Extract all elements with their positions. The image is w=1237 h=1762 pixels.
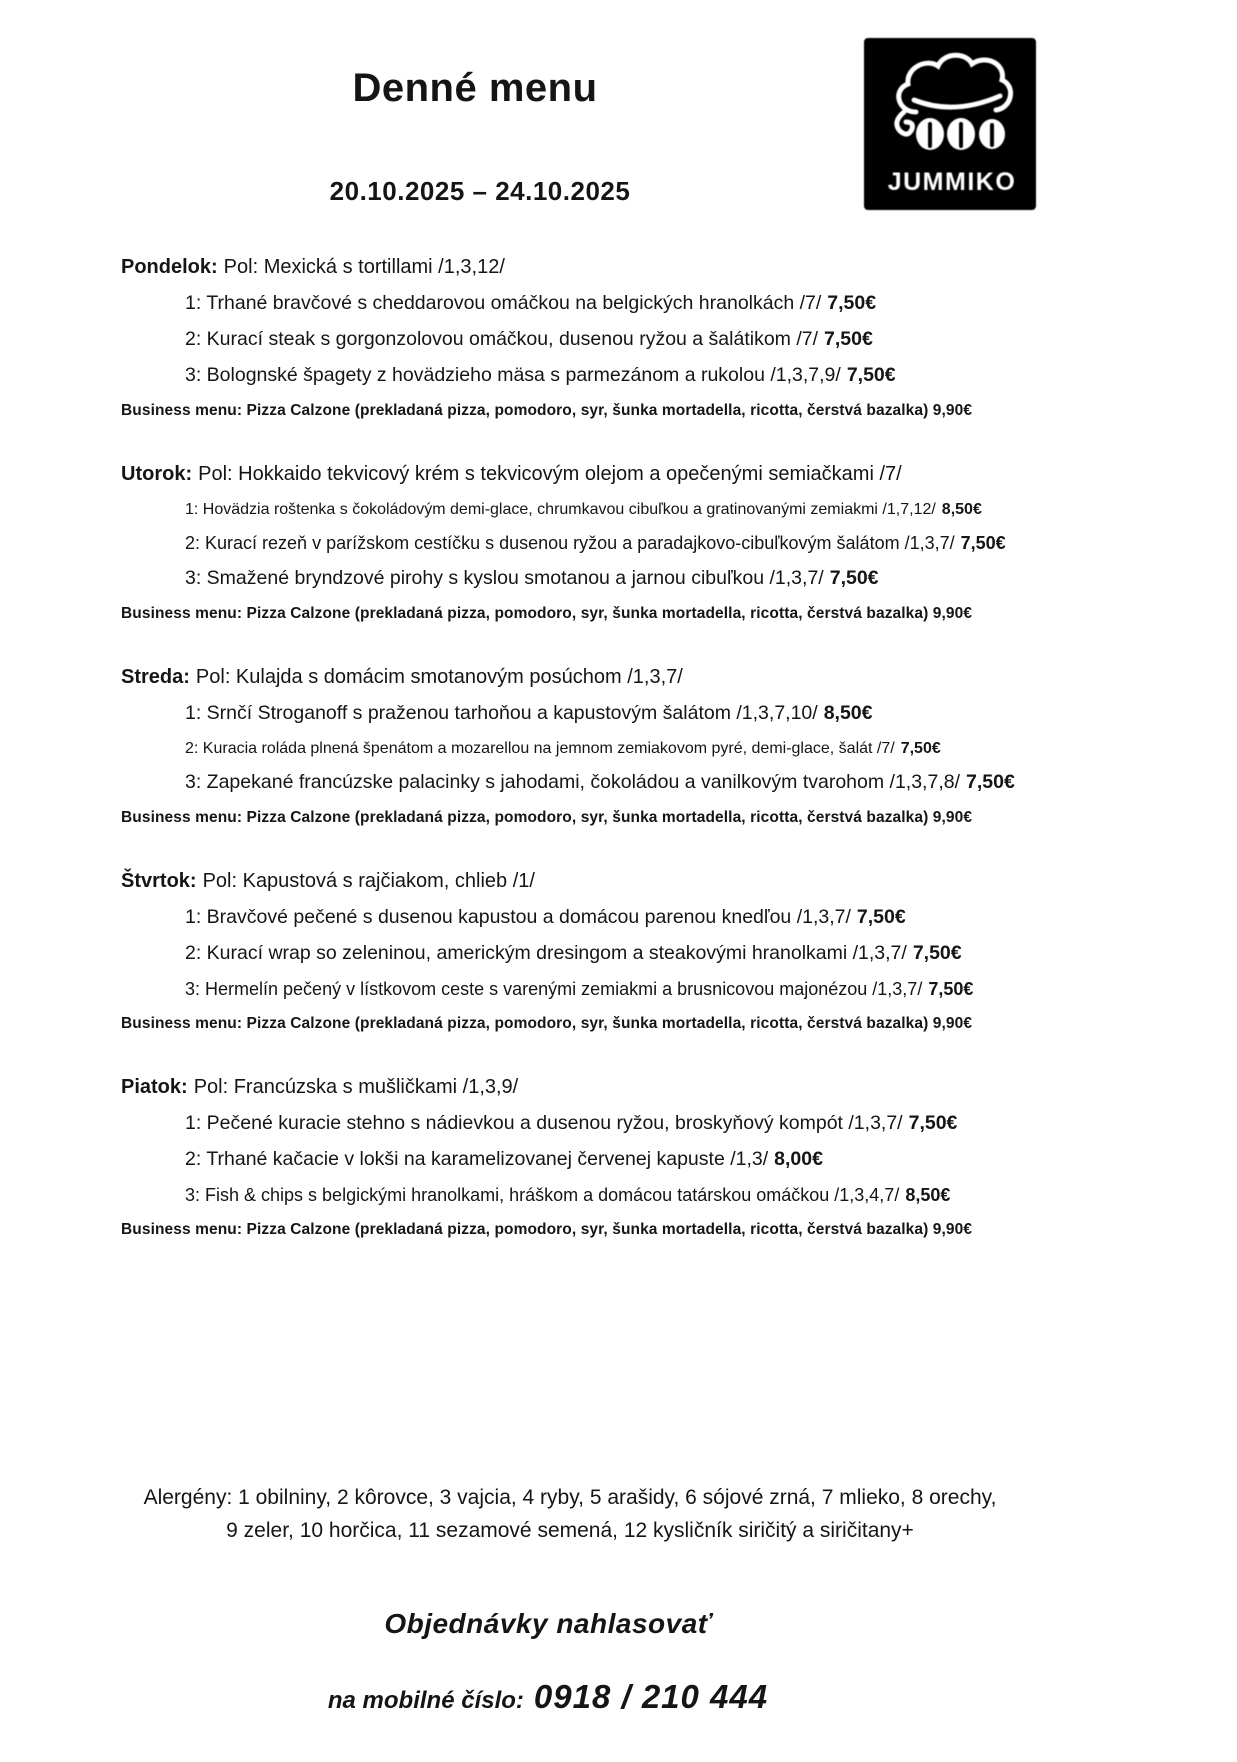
dish-price: 8,50€ [823,702,873,724]
dish-price: 8,50€ [905,1185,951,1205]
allergens-line-1: Alergény: 1 obilniny, 2 kôrovce, 3 vajcia, 4 ryby, 5 arašidy, 6 sójové zrná, 7 mlieko, 8 orechy, [143,1486,997,1509]
menu-day-tuesday [121,463,1101,623]
dish-text: 1: Trhané bravčové s cheddarovou omáčkou na belgických hranolkách /7/ [185,292,822,314]
dish-text: 3: Fish & chips s belgickými hranolkami, hráškom a domácou tatárskou omáčkou /1,3,4,7/ [185,1185,900,1205]
soup-of-day: Pol: Kapustová s rajčiakom, chlieb /1/ [202,870,535,892]
day-header [121,463,1101,486]
logo-brand-text: JUMMIKO [887,168,1017,196]
dish-item [185,906,1101,929]
dish-price: 7,50€ [846,364,896,386]
dish-price: 7,50€ [960,533,1006,553]
dish-text: 3: Hermelín pečený v lístkovom ceste s varenými zemiakmi a brusnicovou majonézou /1,3,7/ [185,979,923,999]
order-note: Objednávky nahlasovať [384,1608,712,1639]
dish-item [185,364,1101,387]
allergens-line-2: 9 zeler, 10 horčica, 11 sezamové semená, 12 kysličník siričitý a siričitany+ [226,1518,914,1542]
dish-item [185,532,1101,554]
dish-price: 7,50€ [829,567,879,589]
dish-price: 7,50€ [912,942,962,964]
day-header [121,256,1101,279]
dish-text: 2: Kurací rezeň v parížskom cestíčku s dusenou ryžou a paradajkovo-cibuľkovým šalátom /1,3,7/ [185,533,955,553]
dish-price: 7,50€ [908,1112,958,1134]
day-header [121,870,1101,893]
utensil-dots-icon [916,118,1005,150]
business-menu-line: Business menu: Pizza Calzone (prekladaná pizza, pomodoro, syr, šunka mortadella, ricotta, čerstvá bazalka) 9,90€ [121,809,973,826]
dish-item [185,1112,1101,1135]
dish-price: 7,50€ [856,906,906,928]
soup-of-day: Pol: Kulajda s domácim smotanovým posúchom /1,3,7/ [195,666,683,688]
dish-text: 2: Trhané kačacie v lokši na karamelizovanej červenej kapuste /1,3/ [185,1148,769,1170]
dish-price: 7,50€ [827,292,877,314]
day-name: Utorok: [121,463,193,485]
phone-label: na mobilné číslo: [327,1687,524,1714]
business-menu-line: Business menu: Pizza Calzone (prekladaná pizza, pomodoro, syr, šunka mortadella, ricotta, čerstvá bazalka) 9,90€ [121,1221,973,1238]
dish-price: 7,50€ [966,771,1015,793]
menu-day-wednesday [121,666,1101,827]
dish-item [185,771,1101,794]
dish-item [185,1184,1101,1206]
business-menu-line: Business menu: Pizza Calzone (prekladaná pizza, pomodoro, syr, šunka mortadella, ricotta, čerstvá bazalka) 9,90€ [121,1015,973,1032]
dish-text: 3: Bolognské špagety z hovädzieho mäsa s parmezánom a rukolou /1,3,7,9/ [185,364,841,386]
dish-price: 8,00€ [774,1148,823,1170]
dish-item [185,499,1101,519]
dish-item [185,292,1101,315]
dish-item [185,567,1101,590]
soup-of-day: Pol: Mexická s tortillami /1,3,12/ [223,256,505,278]
dish-text: 2: Kurací steak s gorgonzolovou omáčkou, dusenou ryžou a šalátikom /7/ [185,328,819,350]
menu-day-friday [121,1076,1101,1239]
dish-text: 3: Zapekané francúzske palacinky s jahodami, čokoládou a vanilkovým tvarohom /1,3,7,8/ [185,771,961,793]
day-name: Streda: [121,666,190,688]
dish-item [185,328,1101,351]
weekly-menu [121,256,1101,1282]
dish-text: 2: Kuracia roláda plnená špenátom a mozarellou na jemnom zemiakovom pyré, demi-glace, šalát /7/ [185,740,895,757]
dish-item [185,978,1101,1000]
dish-item [185,702,1101,725]
restaurant-logo [864,38,1036,210]
day-header [121,1076,1101,1099]
dish-text: 1: Hovädzia roštenka s čokoládovým demi-glace, chrumkavou cibuľkou a gratinovanými zemiakmi /1,7,12/ [185,501,936,518]
soup-of-day: Pol: Hokkaido tekvicový krém s tekvicovým olejom a opečenými semiačkami /7/ [198,463,902,485]
dish-price: 8,50€ [941,501,982,518]
date-range: 20.10.2025 – 24.10.2025 [329,176,631,206]
dish-price: 7,50€ [928,979,974,999]
dish-text: 1: Bravčové pečené s dusenou kapustou a domácou parenou knedľou /1,3,7/ [185,906,851,928]
dish-price: 7,50€ [824,328,873,350]
allergens-note [60,1482,1080,1547]
menu-day-monday [121,256,1101,420]
day-name: Štvrtok: [121,870,197,892]
menu-day-thursday [121,870,1101,1033]
phone-line [0,1678,1096,1716]
business-menu-line: Business menu: Pizza Calzone (prekladaná pizza, pomodoro, syr, šunka mortadella, ricotta, čerstvá bazalka) 9,90€ [121,605,973,622]
page-title: Denné menu [352,66,598,110]
dish-text: 3: Smažené bryndzové pirohy s kyslou smotanou a jarnou cibuľkou /1,3,7/ [185,567,824,589]
day-header [121,666,1101,689]
business-menu-line: Business menu: Pizza Calzone (prekladaná pizza, pomodoro, syr, šunka mortadella, ricotta, čerstvá bazalka) 9,90€ [121,402,973,419]
phone-number: 0918 / 210 444 [533,1678,769,1715]
dish-item [185,942,1101,965]
day-name: Piatok: [121,1076,188,1098]
day-name: Pondelok: [121,256,218,278]
soup-of-day: Pol: Francúzska s mušličkami /1,3,9/ [193,1076,519,1098]
dish-text: 2: Kurací wrap so zeleninou, americkým dresingom a steakovými hranolkami /1,3,7/ [185,942,907,964]
dish-text: 1: Pečené kuracie stehno s nádievkou a dusenou ryžou, broskyňový kompót /1,3,7/ [185,1112,903,1134]
dish-price: 7,50€ [900,740,941,757]
dish-item [185,738,1101,758]
dish-item [185,1148,1101,1171]
dish-text: 1: Srnčí Stroganoff s praženou tarhoňou a kapustovým šalátom /1,3,7,10/ [185,702,818,724]
